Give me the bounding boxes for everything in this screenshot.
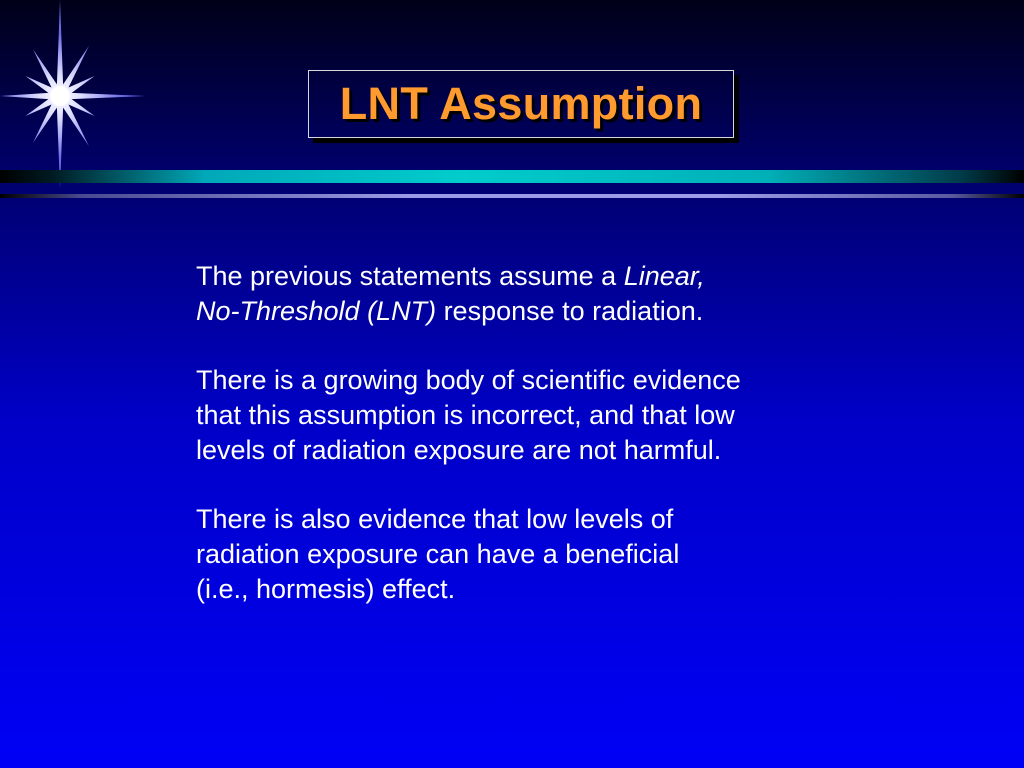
text-line bbox=[196, 294, 916, 329]
text-run-italic: Linear, bbox=[623, 261, 705, 291]
text-line: There is a growing body of scientific evidence bbox=[196, 365, 741, 395]
text-run: The previous statements assume a bbox=[196, 261, 624, 291]
divider-lavender bbox=[0, 194, 1024, 198]
text-run: response to radiation. bbox=[436, 296, 704, 326]
slide-title: LNT Assumption bbox=[339, 78, 703, 129]
text-line: radiation exposure can have a beneficial bbox=[196, 539, 680, 569]
title-box bbox=[308, 70, 734, 138]
text-line bbox=[196, 259, 916, 294]
divider-teal bbox=[0, 170, 1024, 183]
slide-body bbox=[196, 259, 916, 641]
text-line: (i.e., hormesis) effect. bbox=[196, 574, 456, 604]
paragraph-hormesis bbox=[196, 502, 916, 607]
text-line: levels of radiation exposure are not harmful. bbox=[196, 435, 722, 465]
text-line: that this assumption is incorrect, and that low bbox=[196, 400, 735, 430]
starburst-icon bbox=[0, 0, 150, 190]
text-run-italic: No-Threshold (LNT) bbox=[196, 296, 437, 326]
text-line: There is also evidence that low levels of bbox=[196, 504, 674, 534]
paragraph-evidence-incorrect bbox=[196, 363, 916, 468]
paragraph-lnt-definition bbox=[196, 259, 916, 329]
